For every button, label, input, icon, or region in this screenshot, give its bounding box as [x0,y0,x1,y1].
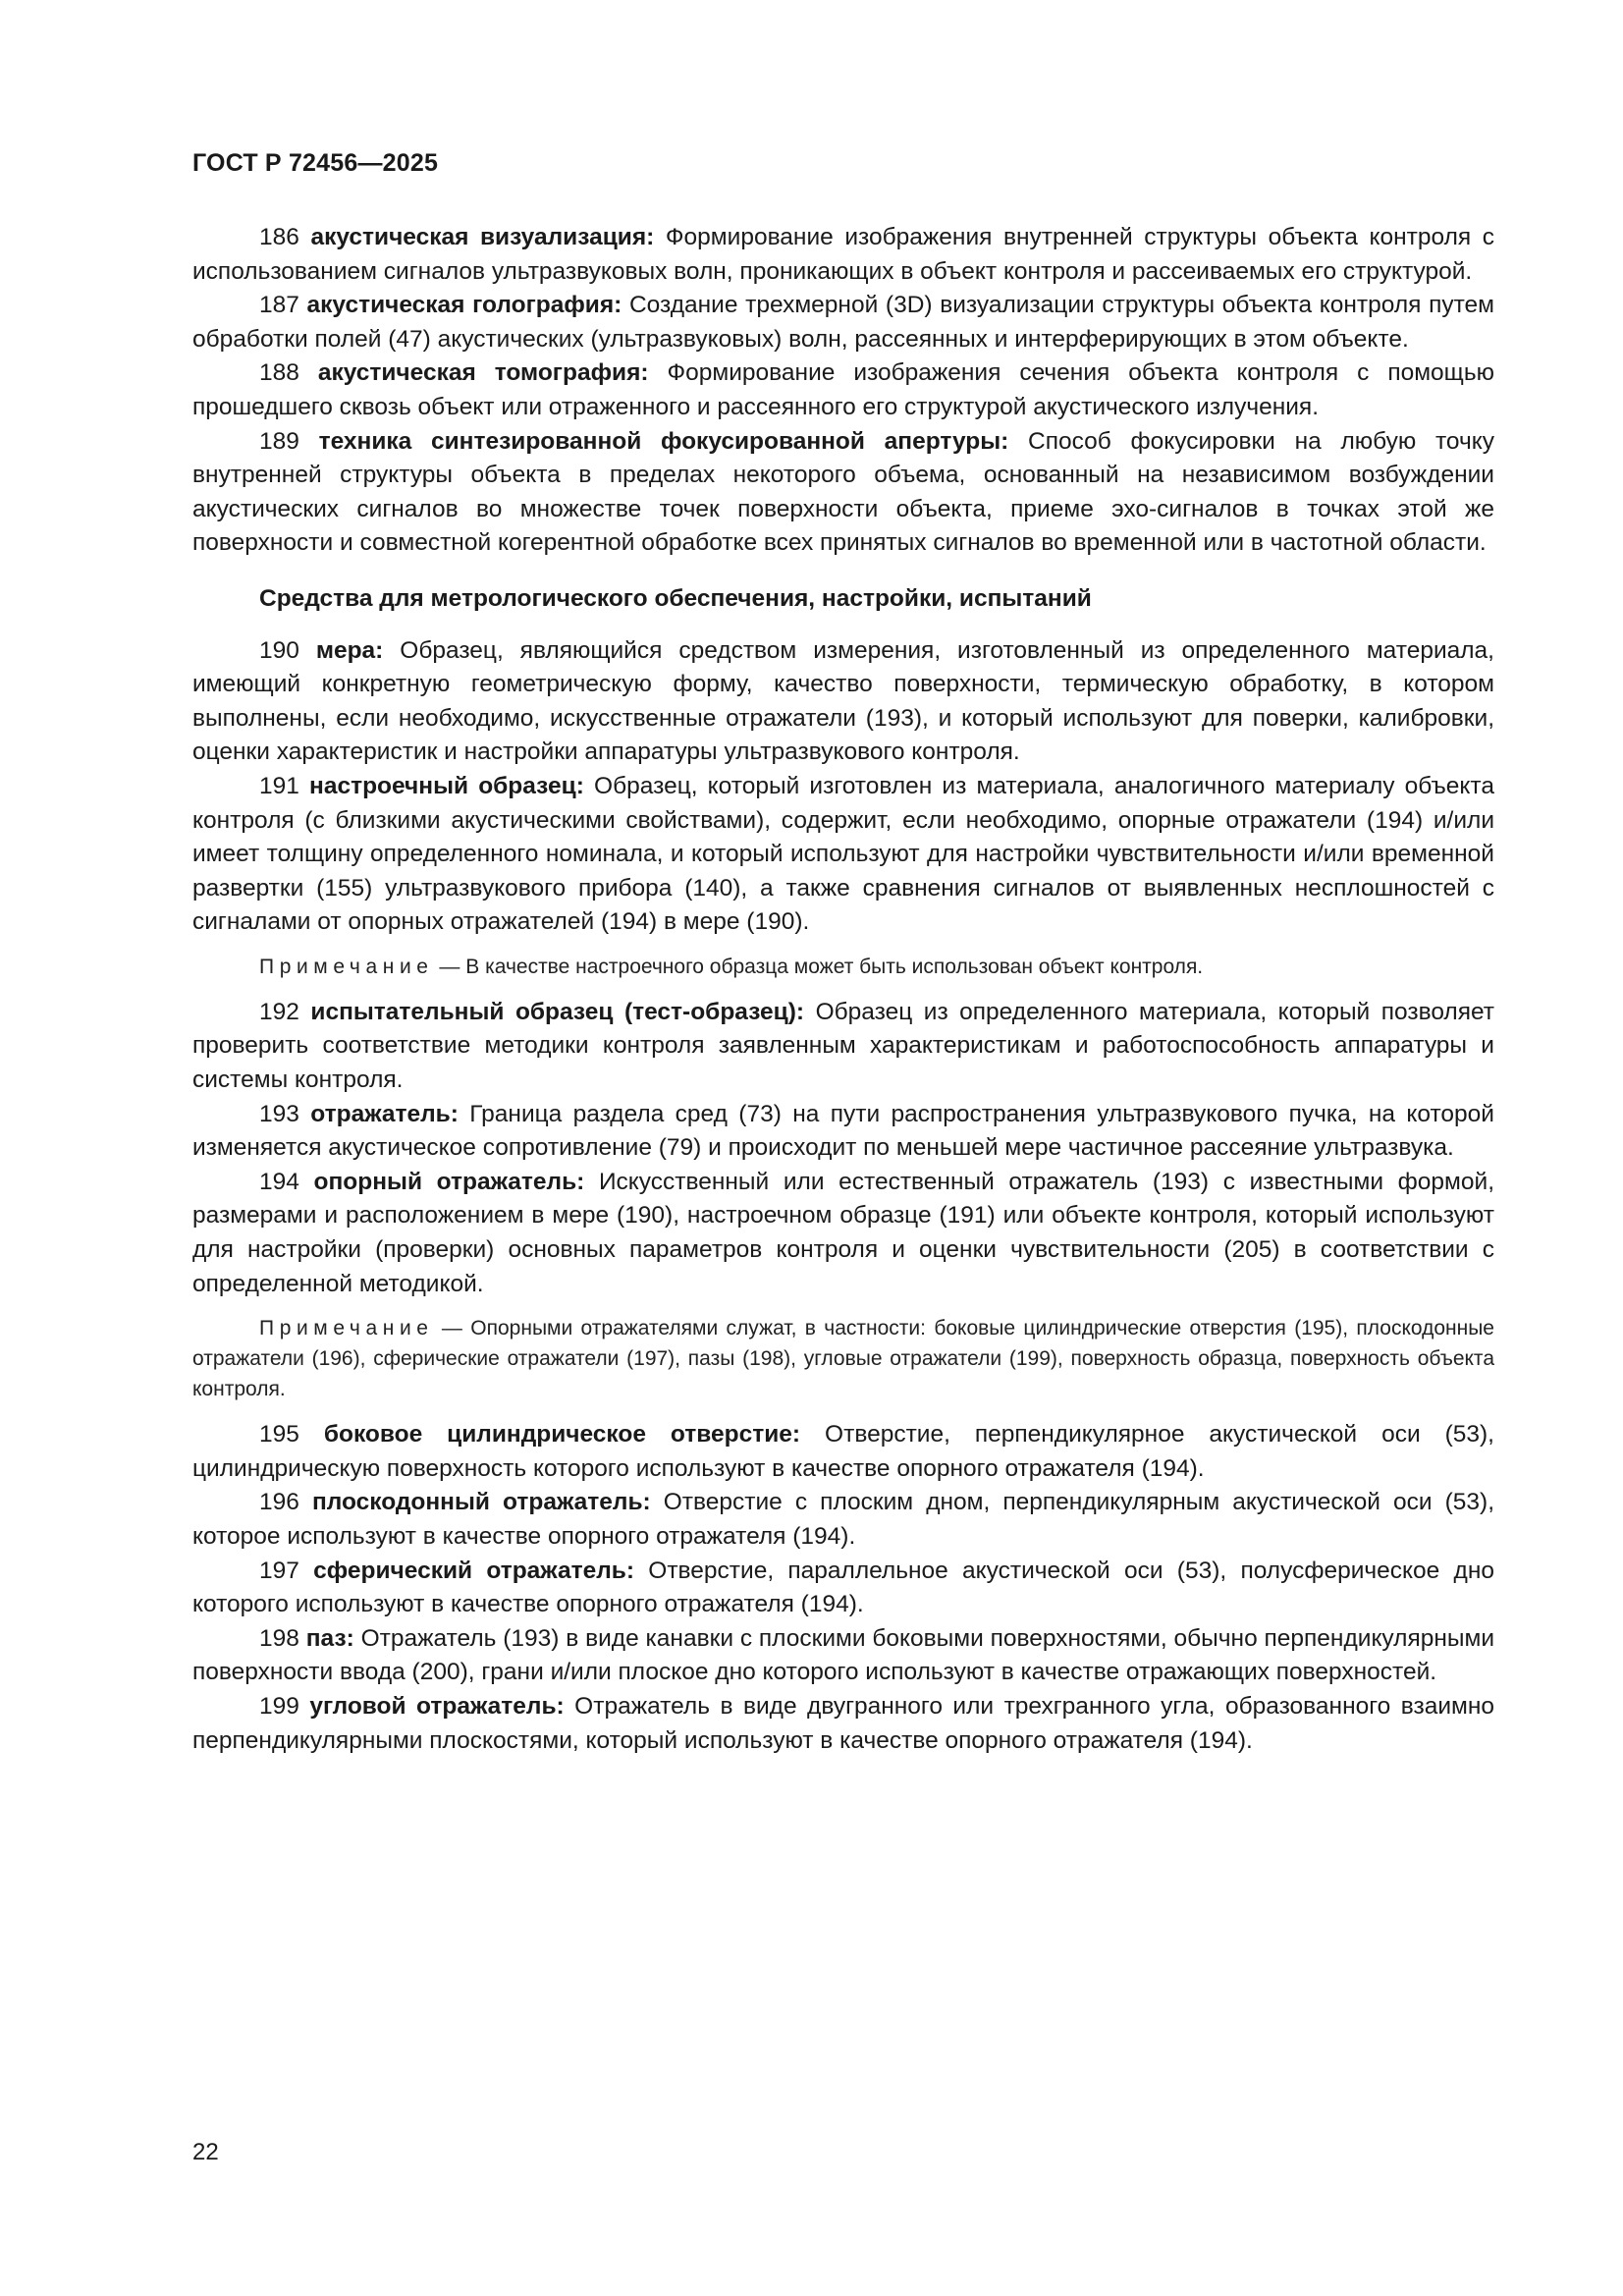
term-definition: Отверстие, параллельное акустической оси (53), полусферическое дно которого используют в качестве опорного отражателя (194). [192,1557,1495,1618]
term-entry-197 [192,1555,1494,1622]
term-name: угловой отражатель: [309,1692,565,1720]
term-number: 199 [259,1692,299,1720]
term-definition: Образец из определенного материала, который позволяет проверить соответствие методики контроля заявленным характеристикам и работоспособность аппаратуры и системы контроля. [192,998,1495,1094]
term-entry-193 [192,1098,1494,1166]
term-number: 188 [259,359,299,387]
term-number: 196 [259,1489,299,1516]
term-name: акустическая томография: [317,359,649,387]
term-entry-192 [192,996,1494,1098]
term-number: 195 [259,1421,299,1449]
term-number: 191 [259,772,299,799]
note-text: — В качестве настроечного образца может быть использован объект контроля. [439,955,1204,978]
term-entry-188 [192,356,1494,424]
term-definition: Образец, который изготовлен из материала, аналогичного материалу объекта контроля (с близкими акустическими свойствами), содержит, если необходимо, опорные отражатели (194) и/или имеет толщину определенного номинала, и который используют для настройки чувствительности и/или временной развертки (155) ультразвукового прибора (140), а также сравнения сигналов от выявленных несплошностей с сигналами от опорных отражателей (194) в мере (190). [192,772,1494,936]
term-number: 198 [259,1624,299,1652]
term-number: 186 [259,224,299,250]
term-definition: Формирование изображения сечения объекта контроля с помощью прошедшего сквозь объект или отраженного и рассеянного его структурой акустического излучения. [192,359,1494,420]
term-name: паз: [305,1624,354,1652]
term-name: мера: [315,636,384,664]
term-definition: Отражатель в виде двугранного или трехгранного угла, образованного взаимно перпендикулярными плоскостями, который используют в качестве опорного отражателя (194). [192,1692,1495,1754]
term-entry-186 [192,221,1494,289]
term-number: 193 [259,1100,299,1127]
term-number: 197 [259,1557,299,1584]
term-name: акустическая визуализация: [310,224,655,250]
term-entry-199 [192,1690,1494,1758]
term-name: опорный отражатель: [313,1168,585,1195]
document-header: ГОСТ Р 72456—2025 [192,149,439,177]
term-number: 194 [259,1168,299,1195]
term-entry-189 [192,425,1494,561]
term-entry-190 [192,634,1494,770]
term-definition: Искусственный или естественный отражатель (193) с известными формой, размерами и расположением в мере (190), настроечном образце (191) или объекте контроля, который используют для настройки (проверки) основных параметров контроля и оценки чувствительности (205) в соответствии с определенной методикой. [192,1168,1495,1297]
term-definition: Отражатель (193) в виде канавки с плоскими боковыми поверхностями, обычно перпендикулярными поверхности ввода (200), грани и/или плоское дно которого используют в качестве отражающих поверхностей. [192,1624,1495,1686]
term-definition: Способ фокусировки на любую точку внутренней структуры объекта в пределах некоторого объема, основанный на независимом возбуждении акустических сигналов во множестве точек поверхности объекта, приеме эхо-сигналов в точках этой же поверхности и совместной когерентной обработке всех принятых сигналов во временной или в частотной области. [192,427,1494,557]
term-definition: Отверстие с плоским дном, перпендикулярным акустической оси (53), которое используют в качестве опорного отражателя (194). [192,1489,1495,1550]
note-calibration-sample [192,952,1494,982]
term-entry-191 [192,770,1494,940]
term-entry-194 [192,1166,1494,1301]
term-number: 192 [259,998,299,1025]
term-entry-198 [192,1622,1494,1690]
note-label: Примечание [259,955,434,978]
term-name: акустическая голография: [306,292,622,319]
term-definition: Создание трехмерной (3D) визуализации структуры объекта контроля путем обработки полей (47) акустических (ультразвуковых) волн, рассеянных и интерферирующих в этом объекте. [192,292,1494,353]
term-entry-195 [192,1418,1494,1486]
term-name: испытательный образец (тест-образец): [310,998,805,1025]
page-number: 22 [192,2139,219,2165]
term-entry-196 [192,1486,1494,1554]
term-entry-187 [192,289,1494,356]
document-body [192,221,1494,1758]
term-number: 187 [259,292,299,319]
term-name: боковое цилиндрическое отверстие: [323,1421,801,1449]
note-reference-reflectors [192,1313,1494,1404]
term-name: отражатель: [310,1100,459,1127]
note-text: — Опорными отражателями служат, в частности: боковые цилиндрические отверстия (195), плоскодонные отражатели (196), сферические отражатели (197), пазы (198), угловые отражатели (199), поверхность образца, поверхность объекта контроля. [192,1317,1494,1401]
section-heading: Средства для метрологического обеспечения, настройки, испытаний [259,584,1092,612]
term-name: техника синтезированной фокусированной апертуры: [318,427,1009,455]
term-definition: Формирование изображения внутренней структуры объекта контроля с использованием сигналов ультразвуковых волн, проникающих в объект контроля и рассеиваемых его структурой. [192,224,1494,285]
term-definition: Граница раздела сред (73) на пути распространения ультразвукового пучка, на которой изменяется акустическое сопротивление (79) и происходит по меньшей мере частичное рассеяние ультразвука. [192,1100,1494,1162]
term-name: настроечный образец: [309,772,584,799]
term-definition: Образец, являющийся средством измерения, изготовленный из определенного материала, имеющий конкретную геометрическую форму, качество поверхности, термическую обработку, в котором выполнены, если необходимо, искусственные отражатели (193), и который используют для поверки, калибровки, оценки характеристик и настройки аппаратуры ультразвукового контроля. [192,636,1494,766]
term-number: 189 [259,427,299,455]
term-number: 190 [259,636,299,664]
term-definition: Отверстие, перпендикулярное акустической оси (53), цилиндрическую поверхность которого используют в качестве опорного отражателя (194). [192,1421,1494,1482]
term-name: плоскодонный отражатель: [311,1489,651,1516]
note-label: Примечание [259,1317,434,1340]
term-name: сферический отражатель: [313,1557,634,1584]
